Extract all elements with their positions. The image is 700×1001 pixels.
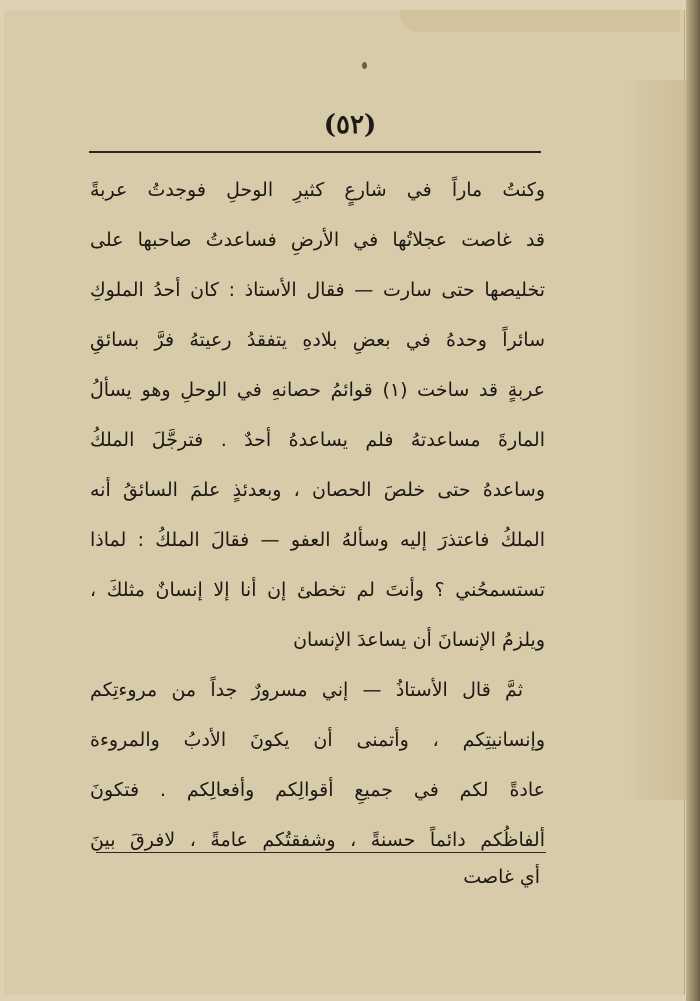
- paper-stain-right: [626, 80, 686, 800]
- text-line: وإنسانيتِكم ، وأتمنى أن يكونَ الأدبُ والمروءة: [90, 729, 545, 751]
- text-line: ألفاظُكم دائماً حسنةً ، وشفقتُكم عامةً ، لافرقَ بينَ: [90, 829, 545, 851]
- text-line: عربةٍ قد ساخت (١) قوائمُ حصانهِ في الوحلِ وهو يسألُ: [90, 379, 545, 401]
- ink-speck: [362, 62, 367, 69]
- text-line: وكنتُ ماراً في شارعٍ كثيرِ الوحلِ فوجدتُ عربةً: [90, 179, 545, 201]
- text-line: سائراً وحدهُ في بعضِ بلادهِ يتفقدُ رعيتهُ فرَّ بسائقِ: [90, 329, 545, 351]
- text-line: عادةً لكم في جميعِ أقوالِكم وأفعالِكم . فتكونَ: [90, 779, 545, 801]
- text-line: قد غاصت عجلاتُها في الأرضِ فساعدتُ صاحبها على: [90, 229, 545, 251]
- text-line: الملكُ فاعتذرَ إليه وسألهُ العفو — فقالَ الملكُ : لماذا: [90, 529, 545, 551]
- page-number: (٥٢): [323, 110, 377, 140]
- text-line: ويلزمُ الإنسانَ أن يساعدَ الإنسان: [293, 629, 545, 651]
- text-line: المارةَ مساعدتهُ فلم يساعدهُ أحدٌ . فترجَّلَ الملكُ: [90, 429, 545, 451]
- text-line: وساعدهُ حتى خلصَ الحصان ، وبعدئذٍ علمَ السائقُ أنه: [90, 479, 545, 501]
- body-text: [90, 165, 545, 865]
- text-line: تستسمحُني ؟ وأنتَ لم تخطئ إن أنا إلا إنسانٌ مثلكَ ،: [90, 579, 545, 601]
- text-line: ثمَّ قال الأستاذُ — إني مسرورٌ جداً من مروءتِكم: [90, 679, 523, 701]
- paper-stain-top: [400, 10, 680, 32]
- footnote: أي غاصت: [463, 866, 540, 888]
- header-rule: [89, 151, 541, 153]
- page-edge: [686, 0, 700, 1001]
- footnote-rule: [96, 852, 546, 853]
- text-line: تخليصها حتى سارت — فقال الأستاذ : كان أحدُ الملوكِ: [90, 279, 545, 301]
